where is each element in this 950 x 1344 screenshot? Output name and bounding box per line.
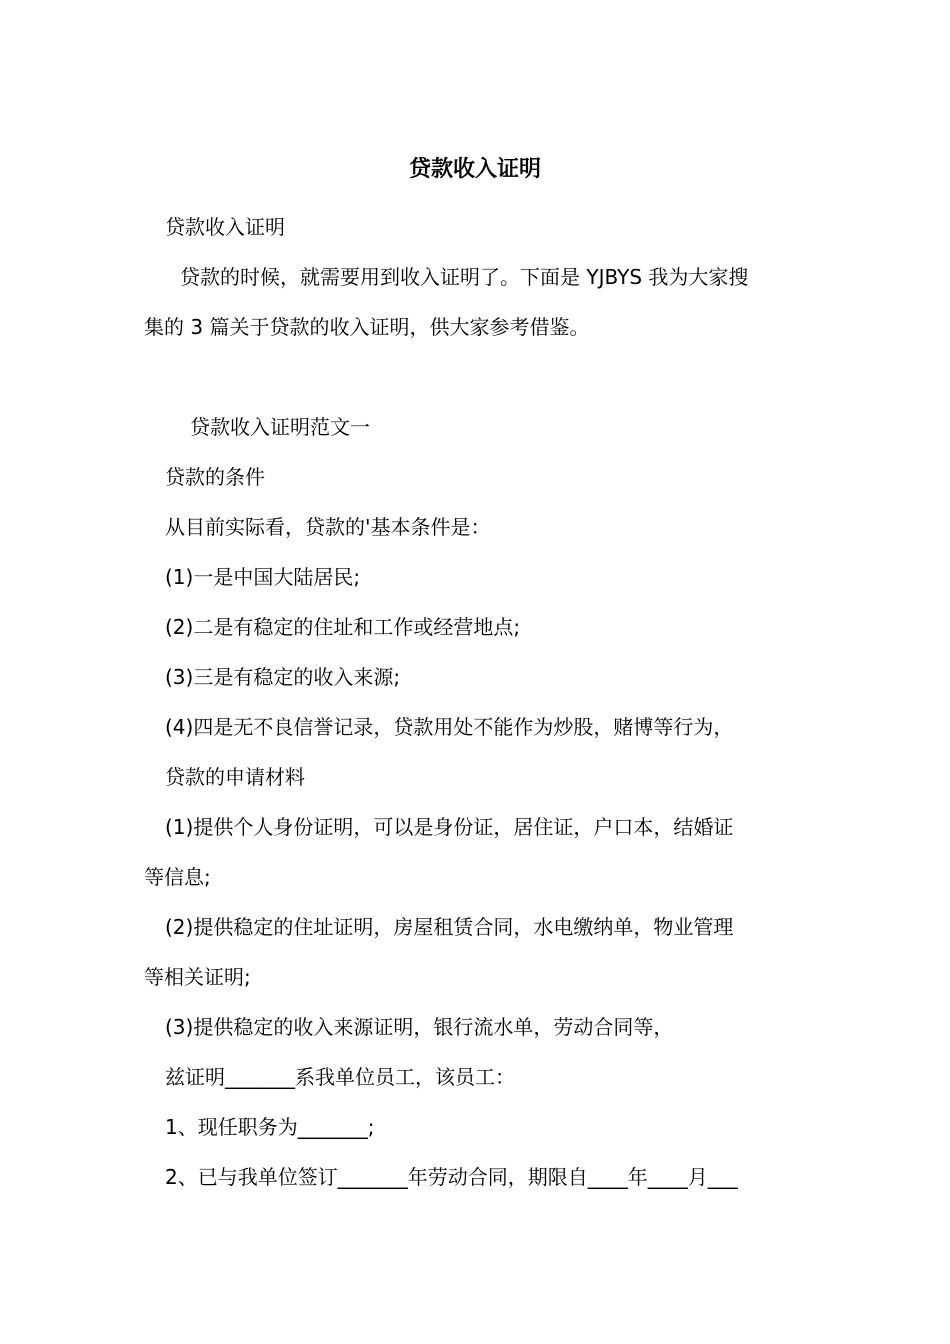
paragraph: 集的 3 篇关于贷款的收入证明，供大家参考借鉴。 <box>144 315 590 339</box>
list-item: (1)提供个人身份证明，可以是身份证，居住证，户口本，结婚证 <box>165 815 734 839</box>
paragraph: 从目前实际看，贷款的'基本条件是： <box>165 515 491 539</box>
list-item: (2)提供稳定的住址证明，房屋租赁合同，水电缴纳单，物业管理 <box>165 915 734 939</box>
paragraph: 贷款收入证明 <box>165 215 285 239</box>
paragraph: 兹证明_______系我单位员工，该员工： <box>165 1065 515 1089</box>
document-title: 贷款收入证明 <box>408 157 541 182</box>
list-item: 2、已与我单位签订_______年劳动合同，期限自____年____月___ <box>165 1165 738 1189</box>
paragraph: 贷款的申请材料 <box>165 765 305 789</box>
section-heading: 贷款收入证明范文一 <box>190 415 370 439</box>
list-item: (2)二是有稳定的住址和工作或经营地点; <box>165 615 521 639</box>
list-item: (3)三是有稳定的收入来源; <box>165 665 401 689</box>
list-item: 1、现任职务为_______; <box>165 1115 375 1139</box>
paragraph: 贷款的时候，就需要用到收入证明了。下面是 YJBYS 我为大家搜 <box>180 265 749 289</box>
list-item-continuation: 等相关证明; <box>144 965 251 989</box>
list-item: (3)提供稳定的收入来源证明，银行流水单，劳动合同等， <box>165 1015 674 1039</box>
document-body <box>144 202 808 1202</box>
paragraph: 贷款的条件 <box>165 465 265 489</box>
blank-line <box>144 352 808 402</box>
list-item: (1)一是中国大陆居民; <box>165 565 361 589</box>
list-item: (4)四是无不良信誉记录，贷款用处不能作为炒股，赌博等行为， <box>165 715 734 739</box>
list-item-continuation: 等信息; <box>144 865 211 889</box>
